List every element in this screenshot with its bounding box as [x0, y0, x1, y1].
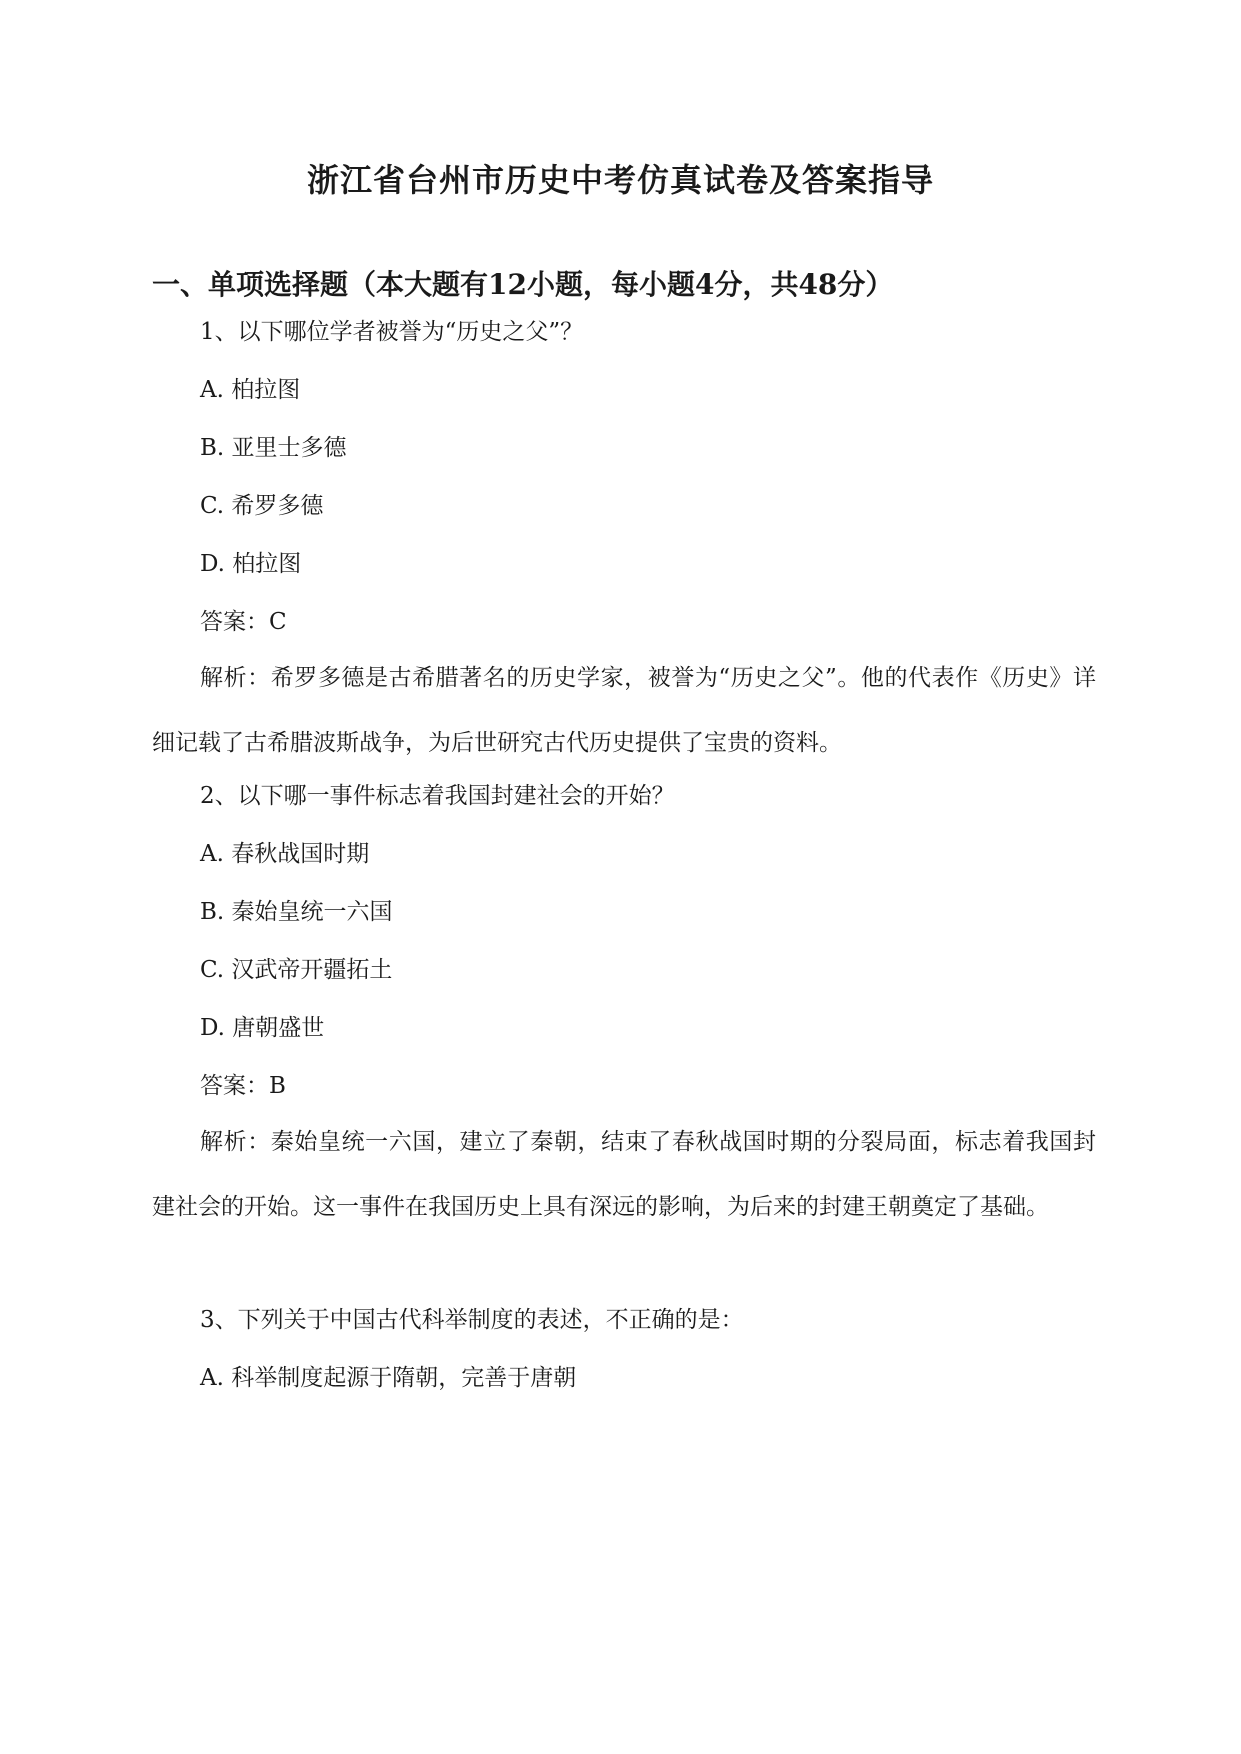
- question-1-stem: 1、以下哪位学者被誉为“历史之父”？: [200, 319, 584, 345]
- question-3-option-a: A. 科举制度起源于隋朝，完善于唐朝: [200, 1365, 577, 1391]
- question-1-analysis: 解析：希罗多德是古希腊著名的历史学家，被誉为“历史之父”。他的代表作《历史》详细记载了古希腊波斯战争，为后世研究古代历史提供了宝贵的资料。: [152, 665, 1096, 756]
- question-2-analysis: 解析：秦始皇统一六国，建立了秦朝，结束了春秋战国时期的分裂局面，标志着我国封建社会的开始。这一事件在我国历史上具有深远的影响，为后来的封建王朝奠定了基础。: [152, 1129, 1096, 1220]
- question-2-answer: 答案：B: [200, 1073, 286, 1099]
- question-1-option-c: C. 希罗多德: [200, 493, 324, 519]
- document-title: 浙江省台州市历史中考仿真试卷及答案指导: [306, 161, 934, 199]
- question-2-option-c: C. 汉武帝开疆拓土: [200, 957, 393, 983]
- question-3-stem: 3、下列关于中国古代科举制度的表述，不正确的是：: [200, 1307, 744, 1333]
- question-2-option-b: B. 秦始皇统一六国: [200, 899, 393, 925]
- question-1-option-b: B. 亚里士多德: [200, 435, 347, 461]
- question-1-option-d: D. 柏拉图: [200, 551, 302, 577]
- question-2-option-d: D. 唐朝盛世: [200, 1015, 325, 1041]
- question-2-stem: 2、以下哪一事件标志着我国封建社会的开始？: [200, 783, 675, 809]
- section-heading: 一、单项选择题（本大题有12小题，每小题4分，共48分）: [152, 268, 894, 301]
- question-2-option-a: A. 春秋战国时期: [200, 841, 370, 867]
- question-1-option-a: A. 柏拉图: [200, 377, 301, 403]
- question-1-answer: 答案：C: [200, 609, 287, 635]
